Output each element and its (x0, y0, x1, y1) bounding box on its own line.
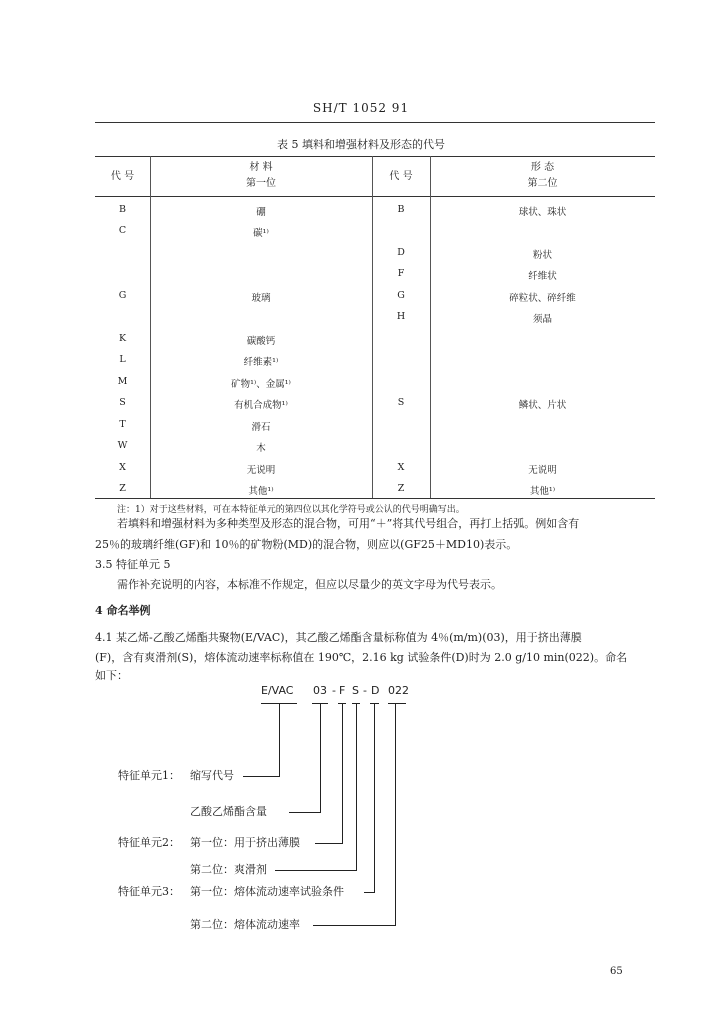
designation-underline (388, 703, 406, 704)
cell-material: 无说明 (246, 465, 276, 476)
content-description: 乙酸乙烯酯含量 (190, 805, 267, 818)
cell-material: 碳酸钙 (246, 336, 276, 347)
cell-code-2: G (397, 290, 405, 301)
col-header-form-position: 第二位 (527, 178, 558, 189)
cell-code-2: H (396, 311, 406, 322)
leader-line (356, 703, 357, 870)
unit2-first-position: 第一位：用于挤出薄膜 (190, 836, 300, 849)
cell-code-2: Z (397, 483, 405, 494)
cell-code: K (118, 333, 127, 344)
cell-form: 无说明 (528, 465, 557, 476)
leader-line (289, 812, 321, 813)
leader-line (320, 703, 321, 812)
unit1-description: 缩写代号 (190, 769, 234, 782)
col-header-material (150, 160, 372, 192)
paragraph-mix-line2: 25％的玻璃纤维(GF)和 10％的矿物粉(MD)的混合物，则应以(GF25＋MD10)表示。 (95, 538, 518, 551)
unit1-label: 特征单元1： (118, 769, 180, 782)
leader-line (364, 892, 375, 893)
cell-material: 有机合成物¹⁾ (234, 400, 288, 411)
cell-material: 玻璃 (251, 293, 271, 304)
cell-code: B (119, 204, 126, 215)
example-line1: 4.1 某乙烯-乙酸乙烯酯共聚物(E/VAC)，其乙酸乙烯酯含量标称值为 4％(m/m)(03)，用于挤出薄膜 (95, 631, 582, 644)
leader-line (395, 703, 396, 925)
unit3-first-position: 第一位：熔体流动速率试验条件 (190, 885, 344, 898)
cell-form: 球状、珠状 (518, 207, 567, 218)
leader-line (315, 843, 343, 844)
cell-material: 滑石 (251, 422, 271, 433)
leader-line (279, 703, 280, 776)
col-header-form-title: 形 态 (530, 162, 555, 173)
designation-separator: - (332, 684, 336, 697)
unit3-second-position: 第二位：熔体流动速率 (190, 918, 300, 931)
leader-line (313, 925, 396, 926)
leader-line (342, 703, 343, 843)
cell-code: X (119, 462, 126, 473)
header-rule (95, 122, 655, 123)
cell-material: 碳¹⁾ (253, 228, 269, 239)
leader-line (374, 703, 375, 892)
paragraph-mix-line1: 若填料和增强材料为多种类型及形态的混合物，可用“＋”将其代号组合，再打上括弧。例如含有 (117, 517, 580, 530)
section-3-5-body: 需作补充说明的内容，本标准不作规定，但应以尽量少的英文字母为代号表示。 (117, 578, 502, 591)
table-caption: 表 5 填料和增强材料及形态的代号 (277, 138, 445, 151)
designation-part-mfr: 022 (388, 684, 409, 697)
unit2-second-position: 第二位：爽滑剂 (190, 863, 267, 876)
table-bottom-rule (95, 498, 655, 499)
col-header-material-position: 第一位 (246, 178, 276, 189)
table-footnote: 注：1）对于这些材料，可在本特征单元的第四位以其化学符号或公认的代号明确写出。 (117, 505, 465, 515)
cell-material: 木 (256, 443, 266, 454)
cell-material: 矿物¹⁾、金属¹⁾ (231, 379, 291, 390)
unit2-label: 特征单元2： (118, 836, 180, 849)
cell-code: S (119, 397, 126, 408)
section-4-title: 4 命名举例 (95, 604, 151, 617)
cell-code-2: D (397, 247, 405, 258)
cell-code: Z (119, 483, 126, 494)
designation-part-abbrev: E/VAC (261, 684, 294, 697)
cell-form: 其他¹⁾ (529, 486, 556, 497)
col-header-material-title: 材 料 (249, 162, 273, 173)
cell-form: 碎粒状、碎纤维 (509, 293, 576, 304)
unit3-label: 特征单元3： (118, 885, 180, 898)
cell-code: C (118, 225, 127, 236)
cell-form: 纤维状 (528, 271, 557, 282)
designation-part-test-condition: D (371, 684, 380, 697)
col-header-form (430, 160, 655, 192)
leader-line (243, 776, 280, 777)
standard-header: SH/T 1052 91 (312, 101, 410, 115)
cell-material: 其他¹⁾ (248, 486, 274, 497)
designation-part-additive: S (352, 684, 359, 697)
cell-form: 粉状 (532, 250, 552, 261)
example-line2: (F)，含有爽滑剂(S)，熔体流动速率标称值在 190℃，2.16 kg 试验条件(D)时为 2.0 g/10 min(022)。命名 (95, 651, 628, 664)
cell-code: L (119, 354, 126, 365)
table-header-rule (95, 196, 655, 197)
cell-code: T (119, 419, 126, 430)
section-3-5-title: 3.5 特征单元 5 (95, 558, 171, 571)
cell-code-2: B (397, 204, 405, 215)
cell-form: 须晶 (532, 314, 552, 325)
cell-material: 硼 (256, 207, 266, 218)
cell-code: W (117, 440, 128, 451)
cell-code-2: S (397, 397, 405, 408)
cell-form: 鳞状、片状 (518, 400, 567, 411)
page-number: 65 (610, 966, 623, 977)
cell-code-2: X (397, 462, 405, 473)
cell-code: G (118, 290, 127, 301)
designation-part-application: F (339, 684, 346, 697)
cell-code-2: F (397, 268, 405, 279)
col-header-code: 代 号 (110, 171, 135, 182)
cell-code: M (117, 376, 128, 387)
designation-separator: - (363, 684, 367, 697)
example-line3: 如下： (95, 669, 128, 682)
cell-material: 纤维素¹⁾ (243, 357, 279, 368)
table-top-rule (95, 156, 655, 157)
designation-part-content: 03 (313, 684, 327, 697)
leader-line (275, 870, 357, 871)
col-header-code-2: 代 号 (389, 171, 413, 182)
